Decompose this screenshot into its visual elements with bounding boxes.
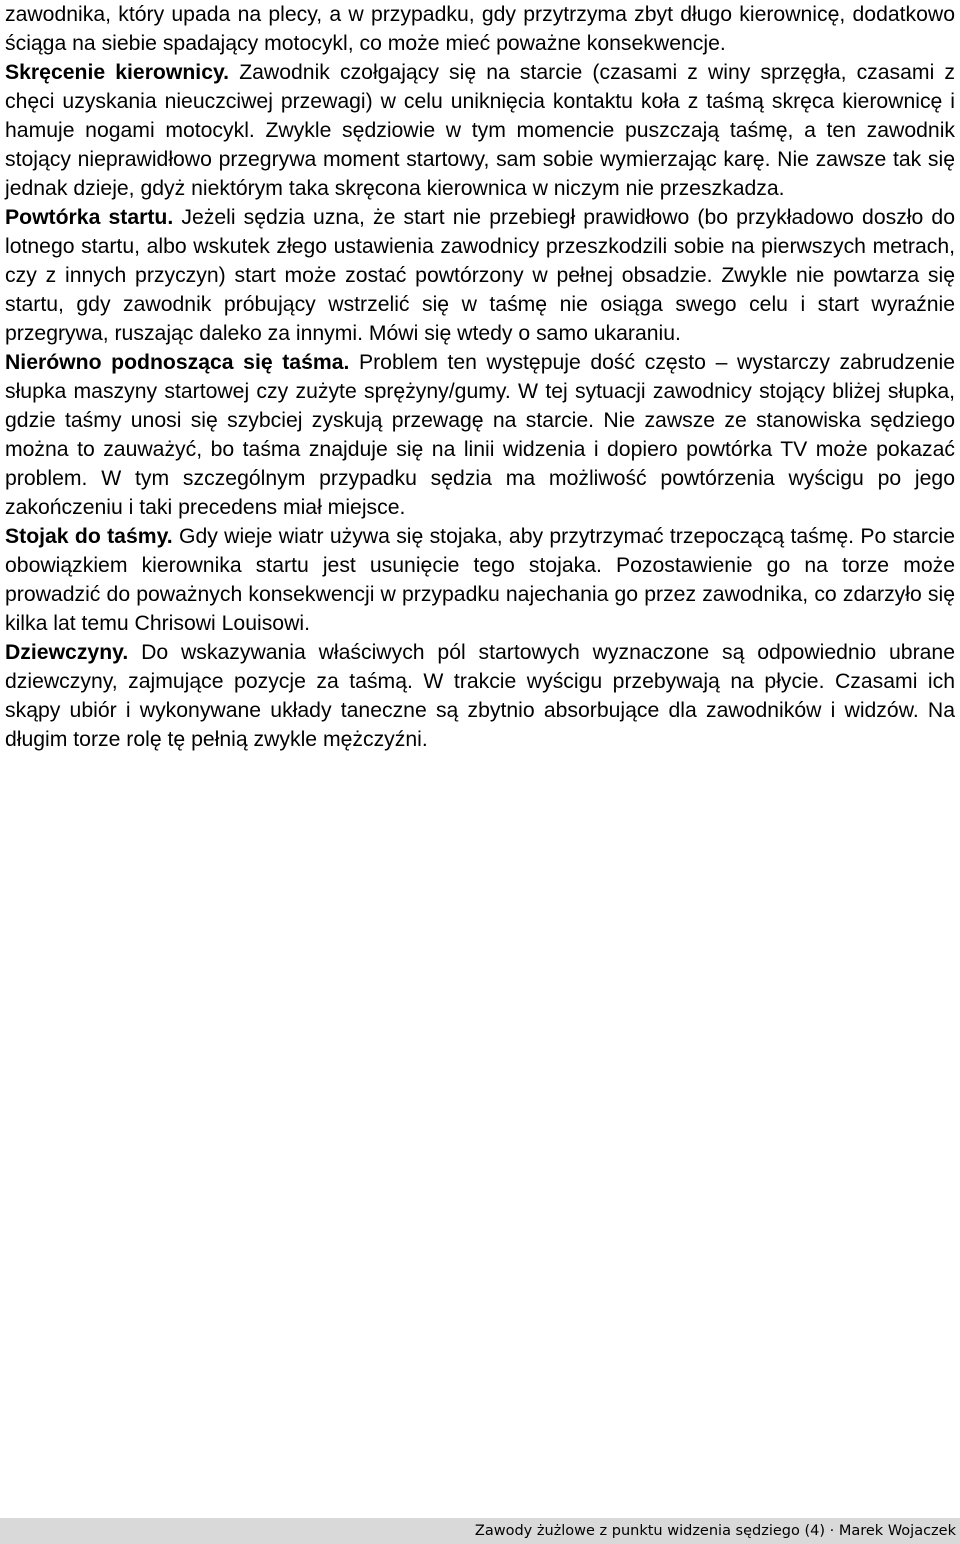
paragraph-text: Jeżeli sędzia uzna, że start nie przebiegł prawidłowo (bo przykładowo doszło do lotnego startu, albo wskutek złego ustawienia zawodnicy przeszkodzili sobie na pierwszych metrach, czy z innych przyczyn) start może zostać powtórzony w pełnej obsadzie. Zwykle nie powtarza się startu, gdy zawodnik próbujący wstrzelić się w taśmę nie osiąga swego celu i start wyraźnie przegrywa, ruszając daleko za innymi. Mówi się wtedy o samo ukaraniu. bbox=[5, 206, 955, 345]
paragraph-heading: Skręcenie kierownicy. bbox=[5, 61, 230, 84]
paragraph-text: Do wskazywania właściwych pól startowych wyznaczone są odpowiednio ubrane dziewczyny, zajmujące pozycje za taśmą. W trakcie wyścigu przebywają na płycie. Czasami ich skąpy ubiór i wykonywane układy taneczne są zbytnio absorbujące dla zawodników i widzów. Na długim torze rolę tę pełnią zwykle mężczyźni. bbox=[5, 641, 955, 751]
paragraph-heading: Stojak do taśmy. bbox=[5, 525, 173, 548]
paragraph-heading: Dziewczyny. bbox=[5, 641, 129, 664]
paragraph-continuation bbox=[5, 0, 955, 58]
paragraph-heading: Nierówno podnosząca się taśma. bbox=[5, 351, 350, 374]
paragraph-text: Gdy wieje wiatr używa się stojaka, aby przytrzymać trzepoczącą taśmę. Po starcie obowiązkiem kierownika startu jest usunięcie tego stojaka. Pozostawienie go na torze może prowadzić do poważnych konsekwencji w przypadku najechania go przez zawodnika, co zdarzyło się kilka lat temu Chrisowi Louisowi. bbox=[5, 525, 955, 635]
paragraph-text: Problem ten występuje dość często – wystarczy zabrudzenie słupka maszyny startowej czy zużyte sprężyny/gumy. W tej sytuacji zawodnicy stojący bliżej słupka, gdzie taśmy unosi się szybciej zyskują przewagę na starcie. Nie zawsze ze stanowiska sędziego można to zauważyć, bo taśma znajduje się na linii widzenia i dopiero powtórka TV może pokazać problem. W tym szczególnym przypadku sędzia ma możliwość powtórzenia wyścigu po jego zakończeniu i taki precedens miał miejsce. bbox=[5, 351, 955, 519]
paragraph-text: Zawodnik czołgający się na starcie (czasami z winy sprzęgła, czasami z chęci uzyskania nieuczciwej przewagi) w celu uniknięcia kontaktu koła z taśmą skręca kierownicę i hamuje nogami motocykl. Zwykle sędziowie w tym momencie puszczają taśmę, a ten zawodnik stojący nieprawidłowo przegrywa moment startowy, sam sobie wymierzając karę. Nie zawsze tak się jednak dzieje, gdyż niektórym taka skręcona kierownica w niczym nie przeszkadza. bbox=[5, 61, 956, 200]
paragraph-dziewczyny bbox=[5, 638, 955, 754]
document-page bbox=[5, 0, 955, 754]
paragraph-stojak-do-tasmy bbox=[5, 522, 955, 638]
paragraph-skrecenie-kierownicy bbox=[5, 58, 955, 203]
footer-text: Zawody żużlowe z punktu widzenia sędziego (4) · Marek Wojaczek bbox=[474, 1523, 956, 1539]
page-footer bbox=[0, 1518, 960, 1544]
paragraph-heading: Powtórka startu. bbox=[5, 206, 174, 229]
paragraph-powtorka-startu bbox=[5, 203, 955, 348]
paragraph-text: zawodnika, który upada na plecy, a w przypadku, gdy przytrzyma zbyt długo kierownicę, dodatkowo ściąga na siebie spadający motocykl, co może mieć poważne konsekwencje. bbox=[5, 3, 955, 55]
paragraph-nierowno-podnoszaca-sie-tasma bbox=[5, 348, 955, 522]
